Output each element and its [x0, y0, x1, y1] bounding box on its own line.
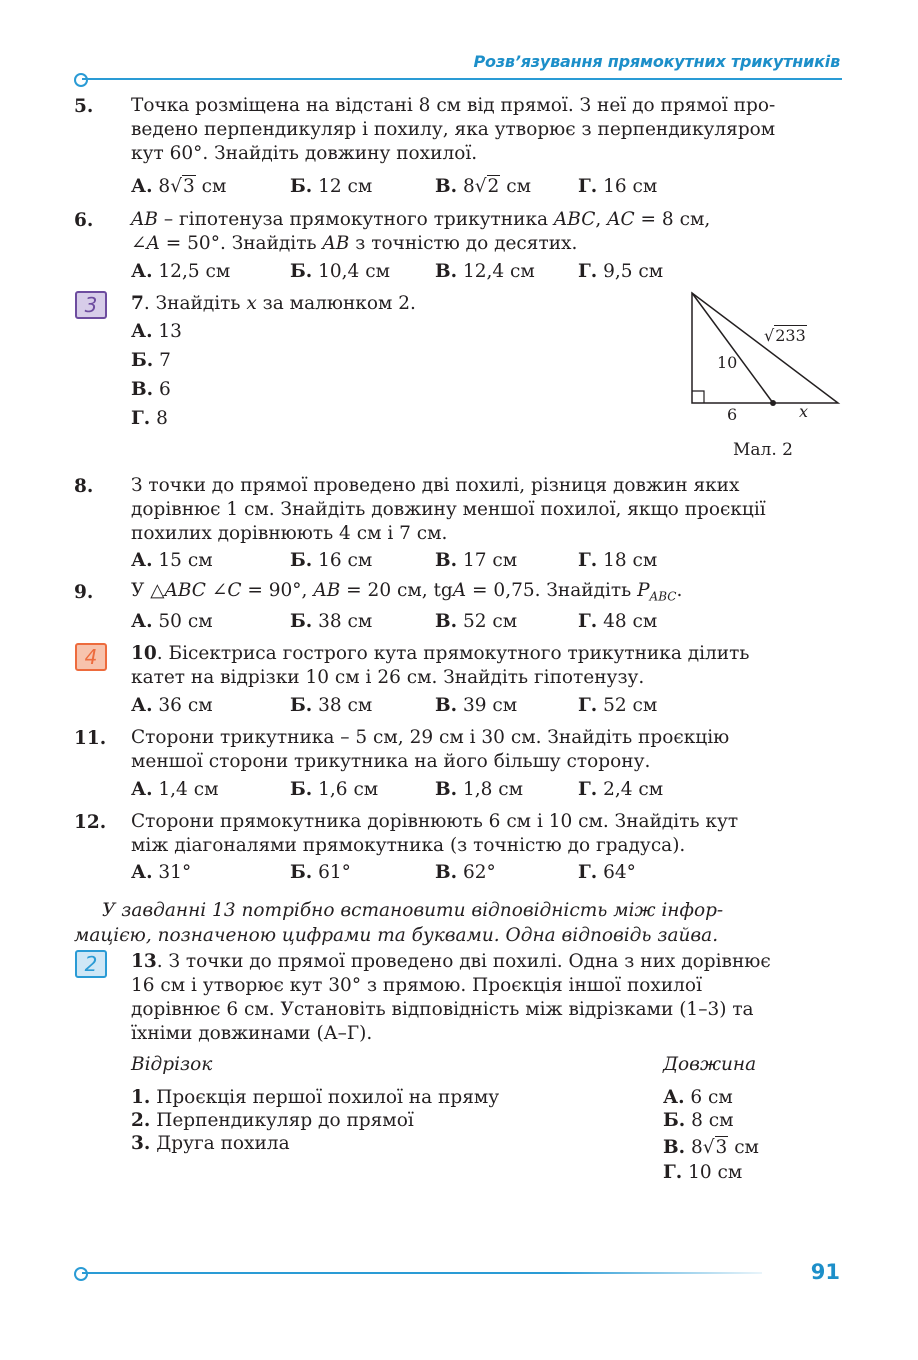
- answer-option-d[interactable]: Г. 18 см: [578, 550, 658, 571]
- answer-option-d[interactable]: Г. 52 см: [578, 695, 658, 716]
- text-line: AB – гіпотенуза прямокутного трикутника ABC, AC = 8 см,: [131, 209, 711, 230]
- problem-text: Сторони трикутника – 5 см, 29 см і 30 см. Знайдіть проєкцію меншої сторони трикутника на його більшу сторону.: [131, 727, 730, 772]
- problem-text: З точки до прямої проведено дві похилі, різниця довжин яких дорівнює 1 см. Знайдіть довжину меншої похилої, якщо проєкції похилих дорівнюють 4 см і 7 см.: [131, 475, 766, 544]
- match-option-c[interactable]: В. 8√3 см: [663, 1137, 759, 1158]
- point-marker: [770, 400, 776, 406]
- match-item-1[interactable]: 1. Проєкція першої похилої на пряму: [131, 1087, 500, 1108]
- match-option-d[interactable]: Г. 10 см: [663, 1162, 743, 1183]
- problem-number: 9.: [74, 582, 94, 603]
- problem-text: [131, 208, 839, 256]
- match-item-2[interactable]: 2. Перпендикуляр до прямої: [131, 1110, 414, 1131]
- text-line: ведено перпендикуляр і похилу, яка утворює з перпендикуляром: [131, 119, 776, 140]
- answer-option-a[interactable]: А. 1,4 см: [131, 779, 219, 800]
- answer-option-d[interactable]: Г. 48 см: [578, 611, 658, 632]
- cevian-segment: [692, 293, 773, 403]
- answer-option-b[interactable]: Б. 1,6 см: [290, 779, 379, 800]
- answer-option-b[interactable]: Б. 16 см: [290, 550, 373, 571]
- answer-option-c[interactable]: В. 17 см: [435, 550, 518, 571]
- answer-option-c[interactable]: В. 52 см: [435, 611, 518, 632]
- problem-number: 6.: [74, 210, 94, 231]
- answer-option-c[interactable]: В. 8√2 см: [435, 176, 531, 197]
- right-triangle: [692, 293, 838, 403]
- problem-text: 7. Знайдіть x за малюнком 2.: [131, 293, 416, 314]
- match-item-3[interactable]: 3. Друга похила: [131, 1133, 290, 1154]
- label-x: x: [799, 402, 809, 421]
- triangle-figure: [680, 285, 850, 420]
- answer-option-a[interactable]: А. 15 см: [131, 550, 213, 571]
- rule-start-circle: [74, 73, 88, 87]
- answer-option-c[interactable]: В. 1,8 см: [435, 779, 524, 800]
- answer-option-a[interactable]: А. 12,5 см: [131, 261, 231, 282]
- section-title: Розв’язування прямокутних трикутників: [473, 52, 840, 71]
- problem-number: 5.: [74, 96, 94, 117]
- answer-option-c[interactable]: В. 39 см: [435, 695, 518, 716]
- label-hypotenuse: √233: [764, 326, 806, 345]
- text-line: Точка розміщена на відстані 8 см від прямої. З неї до прямої про-: [131, 95, 776, 116]
- answer-option-c[interactable]: В. 12,4 см: [435, 261, 535, 282]
- answer-option-d[interactable]: Г. 16 см: [578, 176, 658, 197]
- column-header-length: Довжина: [663, 1054, 757, 1075]
- problem-text: 13. З точки до прямої проведено дві похилі. Одна з них дорівнює 16 см і утворює кут 30° з прямою. Проєкція іншої похилої дорівнює 6 см. Установіть відповідність між відрізками (1–3) та їхніми довжинами (А–Г).: [131, 951, 771, 1044]
- answer-option-d[interactable]: Г. 64°: [578, 862, 636, 883]
- header-rule: [82, 78, 842, 80]
- problem-text: [131, 94, 839, 166]
- answer-option-b[interactable]: Б. 7: [131, 350, 171, 371]
- difficulty-badge-3: 3: [75, 291, 107, 319]
- answer-option-b[interactable]: Б. 10,4 см: [290, 261, 390, 282]
- problem-number: 11.: [74, 728, 107, 749]
- match-option-b[interactable]: Б. 8 см: [663, 1110, 734, 1131]
- figure-caption: Мал. 2: [733, 440, 793, 460]
- column-header-segment: Відрізок: [131, 1054, 213, 1075]
- answer-option-b[interactable]: Б. 61°: [290, 862, 351, 883]
- answer-option-b[interactable]: Б. 38 см: [290, 611, 373, 632]
- answer-option-c[interactable]: В. 62°: [435, 862, 496, 883]
- answer-option-a[interactable]: А. 31°: [131, 862, 192, 883]
- answer-option-a[interactable]: А. 36 см: [131, 695, 213, 716]
- answer-option-a[interactable]: А. 50 см: [131, 611, 213, 632]
- answer-option-c[interactable]: В. 6: [131, 379, 171, 400]
- answer-option-b[interactable]: Б. 38 см: [290, 695, 373, 716]
- sqrt-sign: √: [170, 176, 182, 197]
- answer-option-d[interactable]: Г. 9,5 см: [578, 261, 664, 282]
- problem-text: Сторони прямокутника дорівнюють 6 см і 10 см. Знайдіть кут між діагоналями прямокутника (з точністю до градуса).: [131, 811, 739, 856]
- answer-option-d[interactable]: Г. 8: [131, 408, 168, 429]
- label-cevian: 10: [717, 353, 738, 372]
- answer-option-a[interactable]: А. 13: [131, 321, 182, 342]
- difficulty-badge-2: 2: [75, 950, 107, 978]
- difficulty-badge-4: 4: [75, 643, 107, 671]
- answer-option-a[interactable]: А. 8√3 см: [131, 176, 227, 197]
- page-number: 91: [810, 1260, 840, 1284]
- instruction-note: У завданні 13 потрібно встановити відповідність між інфор- мацією, позначеною цифрами та буквами. Одна відповідь зайва.: [74, 900, 724, 946]
- problem-text: У △ABC ∠C = 90°, AB = 20 см, tgA = 0,75. Знайдіть $P_{ABC}$.: [131, 580, 683, 604]
- text-line: ∠A = 50°. Знайдіть AB з точністю до десятих.: [131, 233, 578, 254]
- problem-number: 12.: [74, 812, 107, 833]
- match-option-a[interactable]: А. 6 см: [663, 1087, 733, 1108]
- text-line: кут 60°. Знайдіть довжину похилої.: [131, 143, 478, 164]
- label-base: 6: [727, 405, 738, 424]
- problem-text: 10. Бісектриса гострого кута прямокутного трикутника ділить катет на відрізки 10 см і 26 см. Знайдіть гіпотенузу.: [131, 643, 750, 688]
- rule-start-circle: [74, 1267, 88, 1281]
- problem-number: 8.: [74, 476, 94, 497]
- right-angle-mark: [692, 391, 704, 403]
- sqrt-sign: √: [474, 176, 487, 197]
- footer-rule: [82, 1272, 762, 1274]
- answer-option-b[interactable]: Б. 12 см: [290, 176, 373, 197]
- answer-option-d[interactable]: Г. 2,4 см: [578, 779, 664, 800]
